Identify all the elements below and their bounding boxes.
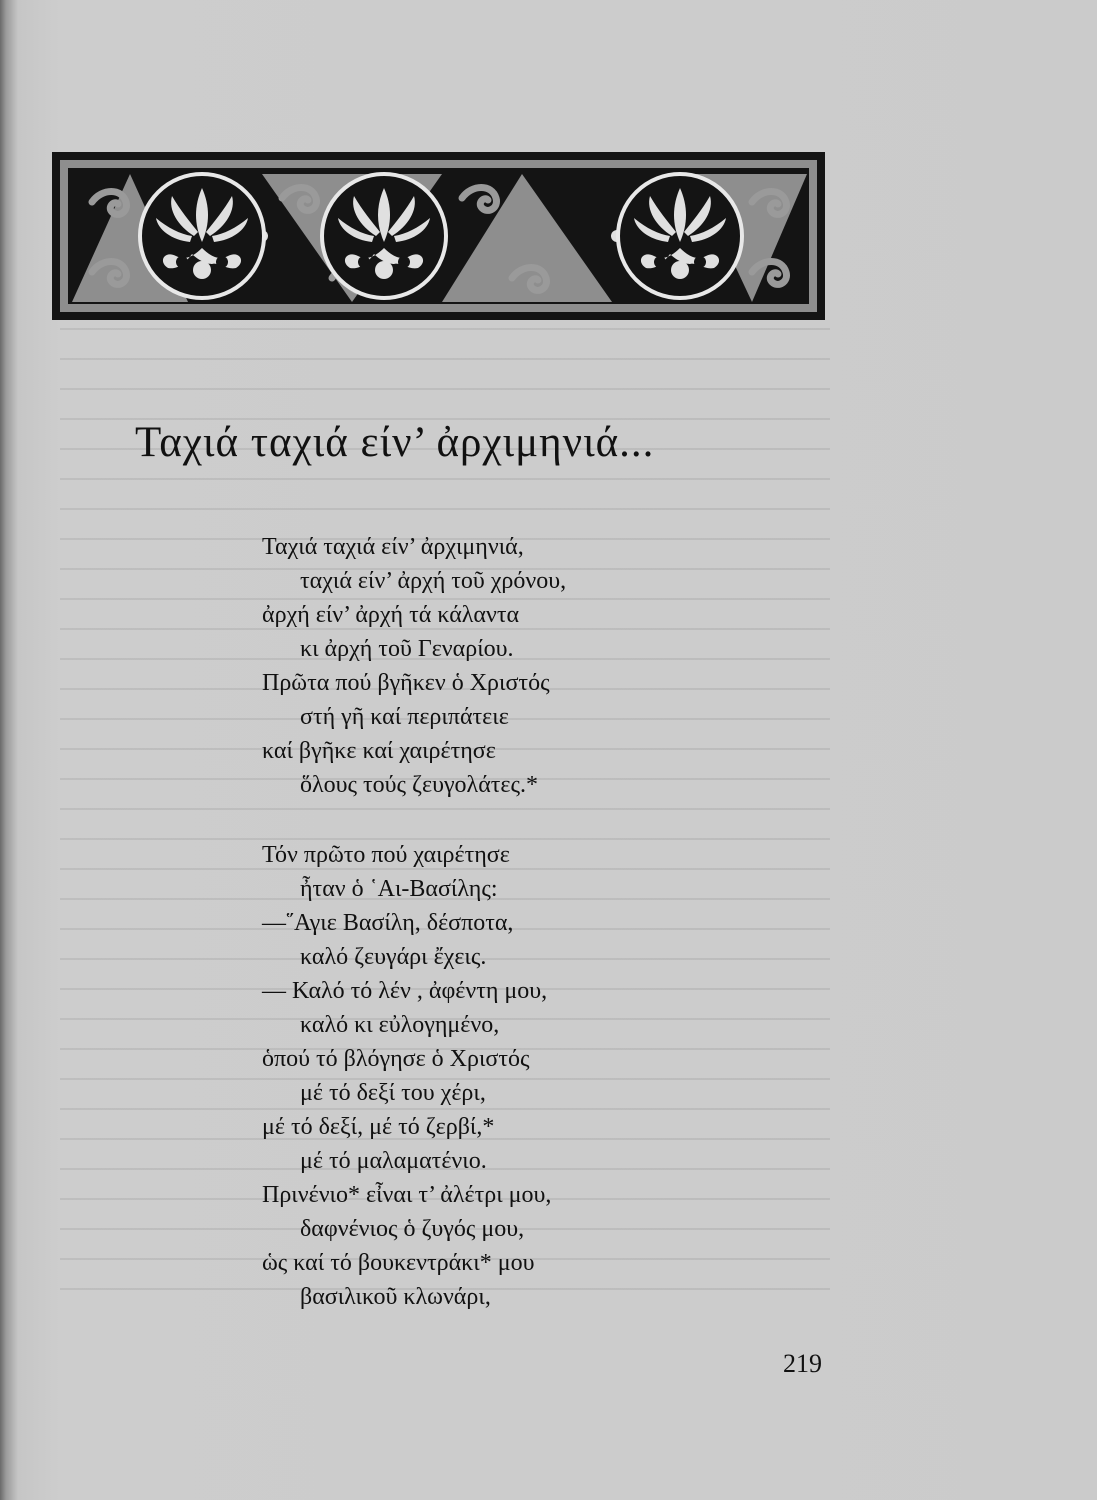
poem-line: Πρῶτα πού βγῆκεν ὁ Χριστός bbox=[262, 670, 550, 696]
poem-line: Ταχιά ταχιά είν’ ἀρχιμηνιά, bbox=[262, 534, 524, 560]
poem-line: μέ τό δεξί, μέ τό ζερβί,* bbox=[262, 1114, 495, 1140]
poem-line: —῞Αγιε Βασίλη, δέσποτα, bbox=[262, 910, 514, 936]
greek-palmette-ornament-icon bbox=[52, 152, 825, 320]
poem-title: Ταχιά ταχιά είν’ ἀρχιμηνιά... bbox=[135, 419, 655, 466]
poem-line: Τόν πρῶτο πού χαιρέτησε bbox=[262, 842, 510, 868]
poem-line: ταχιά είν’ ἀρχή τοῦ χρόνου, bbox=[300, 568, 567, 594]
poem-line: ὅλους τούς ζευγολάτες.* bbox=[300, 772, 538, 798]
poem-line: καί βγῆκε καί χαιρέτησε bbox=[262, 738, 496, 764]
poem-line: δαφνένιος ὁ ζυγός μου, bbox=[300, 1216, 525, 1242]
poem-line: μέ τό μαλαματένιο. bbox=[300, 1148, 487, 1174]
page-number: 219 bbox=[783, 1349, 822, 1378]
poem-line: κι ἀρχή τοῦ Γεναρίου. bbox=[300, 636, 514, 662]
poem-line: ὡς καί τό βουκεντράκι* μου bbox=[262, 1250, 535, 1276]
poem-line: ὁπού τό βλόγησε ὁ Χριστός bbox=[262, 1046, 530, 1072]
poem-line: στή γῆ καί περιπάτειε bbox=[300, 704, 509, 730]
poem-line: καλό ζευγάρι ἔχεις. bbox=[300, 944, 487, 970]
poem-line: ἀρχή είν’ ἀρχή τά κάλαντα bbox=[262, 602, 520, 628]
poem-line: Πρινένιο* εἶναι τ’ ἀλέτρι μου, bbox=[262, 1182, 552, 1208]
poem-line: βασιλικοῦ κλωνάρι, bbox=[300, 1284, 491, 1310]
poem-line: ἦταν ὁ ῾Αι-Βασίλης: bbox=[300, 876, 498, 902]
poem-line: καλό κι εὐλογημένο, bbox=[300, 1012, 500, 1038]
ornamental-banner bbox=[52, 152, 825, 320]
poem-line: — Καλό τό λέν , ἀφέντη μου, bbox=[262, 978, 548, 1004]
poem-line: μέ τό δεξί του χέρι, bbox=[300, 1080, 486, 1106]
